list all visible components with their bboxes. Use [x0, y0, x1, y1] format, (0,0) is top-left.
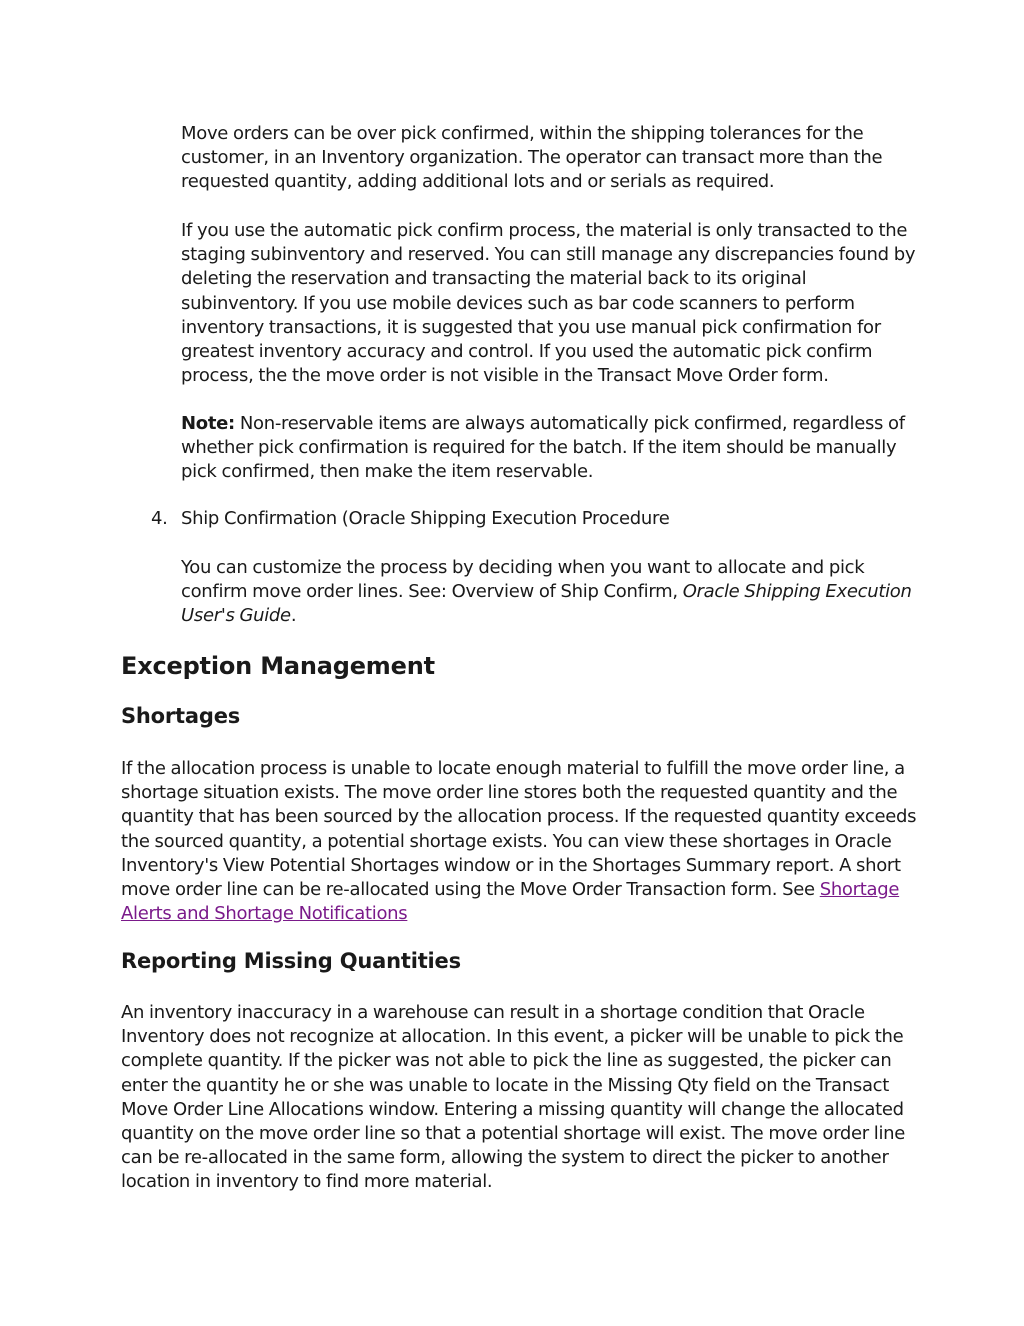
paragraph-automatic-pick-confirm: If you use the automatic pick confirm process, the material is only transacted to the staging subinventory and reserved. You can still manage any discrepancies found by deleting the reservation and transacting the material back to its original subinventory. If you use mobile devices such as bar code scanners to perform inventory transactions, it is suggested that you use manual pick confirmation for greatest inventory accuracy and control. If you used the automatic pick confirm process, the the move order is not visible in the Transact Move Order form.: [181, 220, 916, 387]
paragraph-over-pick: Move orders can be over pick confirmed, within the shipping tolerances for the customer, in an Inventory organization. The operator can transact more than the requested quantity, adding additional lots and or serials as required.: [181, 123, 883, 193]
shortage-alerts-link[interactable]: Shortage Alerts and Shortage Notifications: [121, 879, 900, 925]
heading-reporting-missing-quantities: Reporting Missing Quantities: [121, 949, 461, 973]
shortages-text: If the allocation process is unable to locate enough material to fulfill the move order line, a shortage situation exists. The move order line stores both the requested quantity and the quantity that has been sourced by the allocation process. If the requested quantity exceeds the sourced quantity, a potential shortage exists. You can view these shortages in Oracle Inventory's View Potential Shortages window or in the Shortages Summary report. A short move order line can be re-allocated using the Move Order Transaction form. See: [121, 758, 917, 901]
step-4-number: 4.: [151, 508, 168, 529]
note-text: Non-reservable items are always automatically pick confirmed, regardless of whether pick confirmation is required for the batch. If the item should be manually pick confirmed, then make the item reservable.: [181, 413, 905, 483]
paragraph-note: [181, 412, 916, 485]
customize-end: .: [290, 605, 297, 627]
customize-text: You can customize the process by deciding when you want to allocate and pick confirm move order lines. See: Overview of Ship Confirm,: [181, 557, 865, 603]
step-4-text: Ship Confirmation (Oracle Shipping Execution Procedure: [181, 508, 670, 529]
heading-shortages: Shortages: [121, 704, 241, 728]
guide-title: Oracle Shipping Execution User's Guide: [181, 581, 912, 627]
paragraph-shortages: [121, 757, 921, 926]
heading-exception-management: Exception Management: [121, 652, 435, 680]
paragraph-customize: [181, 556, 916, 629]
note-label: Note:: [181, 413, 235, 434]
paragraph-missing-quantities: An inventory inaccuracy in a warehouse can result in a shortage condition that Oracle Inventory does not recognize at allocation. In this event, a picker will be unable to pick the complete quantity. If the picker was not able to pick the line as suggested, the picker can enter the quantity he or she was unable to locate in the Missing Qty field on the Transact Move Order Line Allocations window. Entering a missing quantity will change the allocated quantity on the move order line so that a potential shortage will exist. The move order line can be re-allocated in the same form, allowing the system to direct the picker to another location in inventory to find more material.: [121, 1002, 906, 1193]
